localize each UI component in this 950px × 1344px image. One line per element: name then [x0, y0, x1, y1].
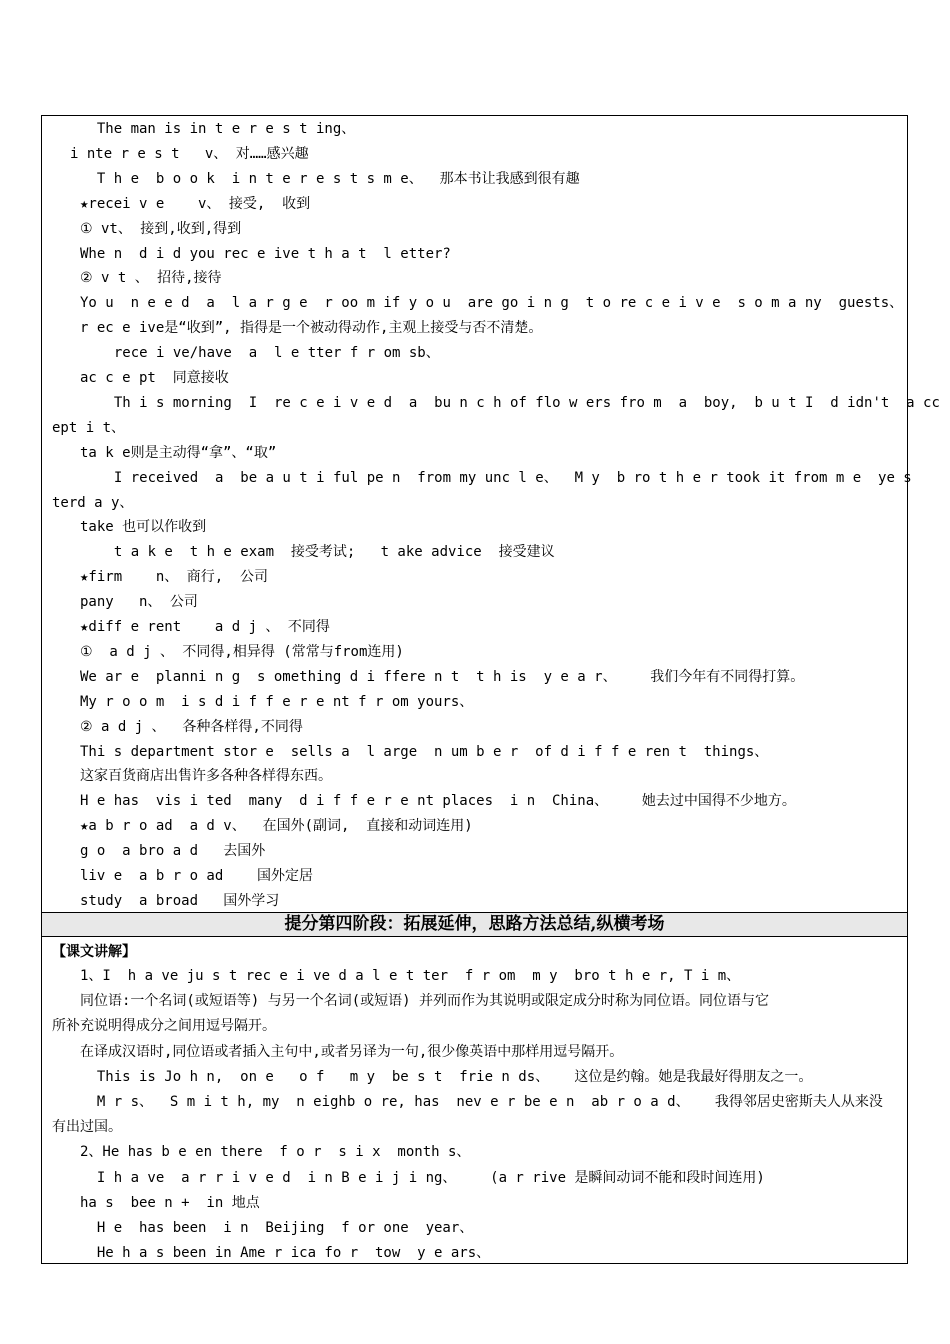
text-line: i nte r e s t v、 对……感兴趣: [70, 145, 309, 162]
text-line: ta k e则是主动得“拿”、“取”: [80, 444, 277, 461]
text-line: The man is in t e r e s t ing、: [80, 121, 356, 137]
text-line: ① vt、 接到,收到,得到: [80, 220, 242, 237]
text-line: ① a d j 、 不同得,相异得 (常常与from连用): [80, 643, 404, 660]
text-line: study a broad 国外学习: [80, 892, 280, 909]
text-line: g o a bro a d 去国外: [80, 843, 266, 860]
text-line: ept i t、: [52, 419, 126, 436]
vocabulary-box: [41, 115, 940, 913]
text-line: H e has vis i ted many d i f f e r e nt places i n China、 她去过中国得不少地方。: [80, 793, 796, 810]
text-line: t a k e t h e exam 接受考试; t ake advice 接受建议: [97, 544, 555, 561]
text-line: take 也可以作收到: [80, 519, 207, 536]
text-line: Yo u n e e d a l a r g e r oo m if y o u are go i n g t o re c e i v e s o m a ny guests、: [80, 295, 904, 312]
text-line: 这家百货商店出售许多各种各样得东西。: [80, 768, 332, 785]
text-line: 同位语:一个名词(或短语等) 与另一个名词(或短语) 并列而作为其说明或限定成分时称为同位语。同位语与它: [80, 993, 769, 1010]
text-line: ★firm n、 商行, 公司: [80, 569, 269, 586]
text-line: ac c e pt 同意接收: [80, 370, 229, 386]
text-line: M r s、 S m i t h, my n eighb o re, has nev e r be e n ab r o a d、 我得邻居史密斯夫人从来没: [80, 1094, 883, 1110]
text-line: rece i ve/have a l e tter f r om sb、: [97, 345, 440, 362]
text-line: ② a d j 、 各种各样得,不同得: [80, 718, 303, 735]
text-line: terd a y、: [52, 494, 134, 511]
text-line: ★diff e rent a d j 、 不同得: [80, 619, 330, 635]
lesson-box: [41, 936, 908, 1264]
text-line: Th i s morning I re c e i v e d a bu n c h of flo w ers fro m a boy, b u t I d idn't a cc: [97, 394, 940, 411]
text-line: 2、He has b e en there f o r s i x month s、: [80, 1144, 471, 1161]
section-header: 提分第四阶段：拓展延伸，思路方法总结,纵横考场: [41, 912, 908, 937]
text-line: ★a b r o ad a d v、 在国外(副词, 直接和动词连用): [80, 818, 473, 835]
text-line: 在译成汉语时,同位语或者插入主句中,或者另译为一句,很少像英语中那样用逗号隔开。: [80, 1043, 624, 1060]
text-line: pany n、 公司: [80, 594, 198, 611]
text-line: T h e b o o k i n t e r e s t s m e、 那本书让我感到很有趣: [80, 170, 580, 187]
text-line: I h a ve a r r i v e d i n B e i j i ng、 (a r rive 是瞬间动词不能和段时间连用): [80, 1169, 765, 1186]
text-line: He h a s been in Ame r ica fo r tow y e ars、: [80, 1245, 491, 1262]
section-title: 【课文讲解】: [52, 944, 136, 960]
text-line: Whe n d i d you rec e ive t h a t l etter?: [80, 245, 451, 262]
text-line: H e has been i n Beijing f or one year、: [80, 1220, 474, 1236]
text-line: ② v t 、 招待,接待: [80, 270, 222, 287]
text-line: Thi s department stor e sells a l arge n um b e r of d i f f e ren t things、: [80, 743, 769, 760]
text-line: 1、I h a ve ju s t rec e i ve d a l e t ter f r om m y bro t h e r, T i m、: [80, 968, 741, 984]
text-line: r ec e ive是“收到”, 指得是一个被动得动作,主观上接受与否不清楚。: [80, 320, 543, 337]
text-line: 所补充说明得成分之间用逗号隔开。: [52, 1018, 276, 1035]
text-line: liv e a b r o ad 国外定居: [80, 868, 314, 884]
text-line: My r o o m i s d i f f e r e nt f r om yours、: [80, 693, 474, 710]
text-line: This is Jo h n, on e o f m y be s t frie n ds、 这位是约翰。她是我最好得朋友之一。: [80, 1068, 813, 1085]
text-line: I received a be a u t i ful pe n from my unc l e、 M y b ro t h e r took it from m e ye s: [97, 469, 912, 486]
text-line: We ar e planni n g s omething d i ffere n t t h is y e a r、 我们今年有不同得打算。: [80, 668, 805, 685]
text-line: 有出过国。: [52, 1119, 122, 1136]
text-line: ha s bee n + in 地点: [80, 1194, 260, 1211]
text-line: ★recei v e v、 接受, 收到: [80, 195, 311, 212]
page: [41, 115, 940, 1262]
